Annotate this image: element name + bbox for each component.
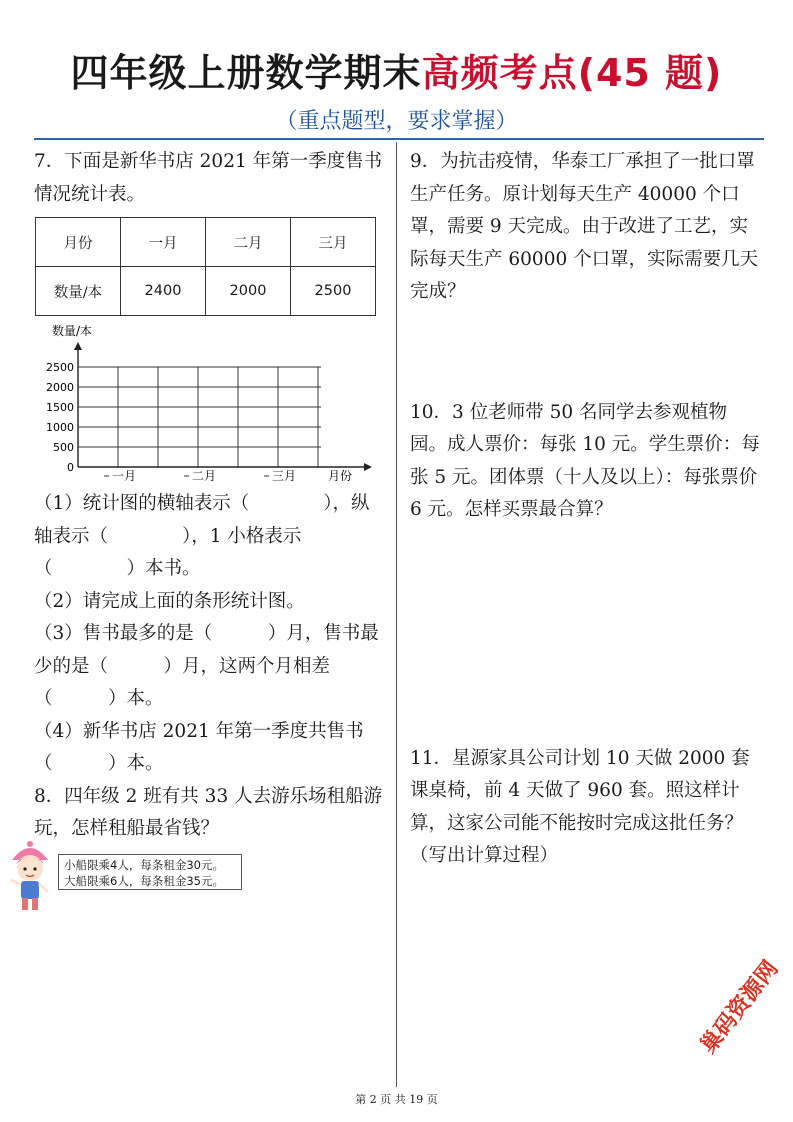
page-title: [0, 42, 793, 97]
question-9: 9．为抗击疫情，华泰工厂承担了一批口罩生产任务。原计划每天生产 40000 个口罩，需要 9 天完成。由于改进了工艺，实际每天生产 60000 个口罩，实际需要几天完成？: [410, 151, 759, 302]
table-cell: 二月: [206, 218, 291, 267]
table-cell: 2500: [291, 267, 376, 316]
chart-ytick-label: 0: [67, 461, 74, 474]
left-column: [34, 146, 386, 846]
boat-big-info: 大船限乘6人，每条租金35元。: [64, 874, 224, 888]
bar-chart-grid: [34, 322, 379, 488]
chart-xlabel: 月份: [328, 469, 353, 483]
table-cell: 月份: [36, 218, 121, 267]
title-main: 四年级上册数学期末: [70, 51, 422, 95]
chart-xtick-label: 一月: [112, 469, 137, 483]
question-7-intro: 7．下面是新华书店 2021 年第一季度售书情况统计表。: [34, 151, 383, 205]
chart-xticks: [104, 469, 296, 483]
table-cell: 2000: [206, 267, 291, 316]
page-subtitle: （重点题型，要求掌握）: [275, 109, 518, 134]
column-divider: [396, 142, 397, 1087]
question-7-part-3: （3）售书最多的是（ ）月，售书最少的是（ ）月，这两个月相差（ ）本。: [34, 623, 379, 709]
chart-xtick-label: 三月: [272, 469, 297, 483]
chart-ylabel: 数量/本: [52, 324, 93, 338]
chart-x-arrow: [364, 463, 372, 471]
table-row: [36, 267, 376, 316]
chart-ytick-label: 500: [53, 441, 74, 454]
boat-small-info: 小船限乘4人，每条租金30元。: [64, 858, 224, 872]
header-rule: [34, 138, 764, 140]
chart-y-arrow: [74, 342, 82, 350]
title-suffix: (45 题): [577, 51, 723, 95]
question-7-part-2: （2）请完成上面的条形统计图。: [34, 590, 305, 612]
table-row: [36, 218, 376, 267]
chart-grid: [78, 367, 321, 467]
question-10: 10．3 位老师带 50 名同学去参观植物园。成人票价：每张 10 元。学生票价：每张 5 元。团体票（十人及以上）：每张票价 6 元。怎样买票最合算？: [410, 401, 760, 520]
girl-illustration-icon: [6, 840, 54, 920]
chart-ytick-label: 2000: [46, 381, 74, 394]
boat-rental-info: [58, 854, 242, 890]
watermark: 巢码资源网: [695, 956, 784, 1059]
question-11: 11．星源家具公司计划 10 天做 2000 套课桌椅，前 4 天做了 960 套。照这样计算，这家公司能不能按时完成这批任务？（写出计算过程）: [410, 747, 750, 866]
chart-ytick-label: 1000: [46, 421, 74, 434]
title-highlight: 高频考点: [421, 51, 578, 95]
table-cell: 2400: [121, 267, 206, 316]
question-8: 8．四年级 2 班有共 33 人去游乐场租船游玩，怎样租船最省钱？: [34, 785, 383, 839]
right-column: [410, 146, 762, 873]
chart-xtick-label: 二月: [192, 469, 217, 483]
chart-ytick-label: 1500: [46, 401, 74, 414]
page-footer: 第 2 页 共 19 页: [355, 1093, 438, 1106]
question-7-part-1: （1）统计图的横轴表示（ ），纵轴表示（ ），1 小格表示（ ）本书。: [34, 493, 370, 579]
chart-ytick-label: 2500: [46, 361, 74, 374]
chart-yticks: [46, 361, 74, 474]
sales-table: [35, 217, 376, 316]
table-cell: 一月: [121, 218, 206, 267]
table-cell: 三月: [291, 218, 376, 267]
question-7-part-4: （4）新华书店 2021 年第一季度共售书（ ）本。: [34, 720, 364, 774]
table-cell: 数量/本: [36, 267, 121, 316]
